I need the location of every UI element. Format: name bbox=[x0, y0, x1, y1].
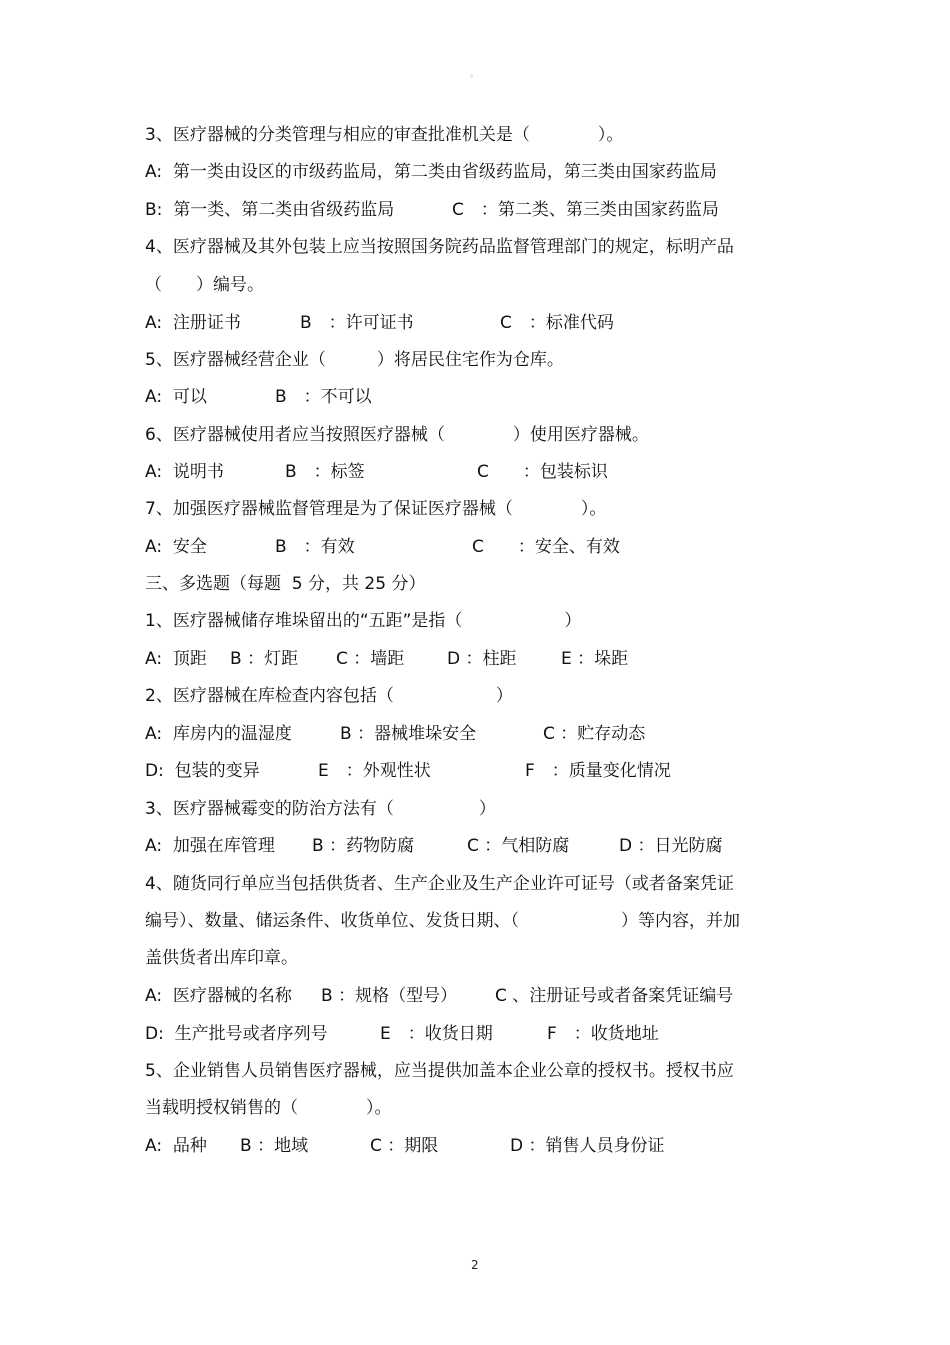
multi-4-option-c: C 、注册证号或者备案凭证编号 bbox=[495, 986, 734, 1006]
multi-1-option-a: A: 顶距 bbox=[145, 649, 207, 669]
question-3-options-bc bbox=[145, 197, 719, 223]
multi-1-option-b: B ：灯距 bbox=[230, 649, 299, 669]
multi-4-option-a: A: 医疗器械的名称 bbox=[145, 986, 292, 1006]
multi-question-4-line-1: 4、随货同行单应当包括供货者、生产企业及生产企业许可证号（或者备案凭证 bbox=[145, 874, 734, 894]
page-number: 2 bbox=[471, 1258, 479, 1272]
multi-question-4-line-3: 盖供货者出库印章。 bbox=[145, 948, 298, 968]
question-6-option-b: B ：标签 bbox=[285, 462, 365, 482]
question-7-option-b: B ：有效 bbox=[275, 537, 355, 557]
multi-5-option-c: C ：期限 bbox=[370, 1136, 439, 1156]
question-3-option-b: B: 第一类、第二类由省级药监局 bbox=[145, 200, 395, 220]
question-5: 5、医疗器械经营企业（ ）将居民住宅作为仓库。 bbox=[145, 350, 564, 370]
multi-4-option-e: E ：收货日期 bbox=[380, 1024, 493, 1044]
question-4-option-a: A: 注册证书 bbox=[145, 313, 241, 333]
question-4-options bbox=[145, 310, 614, 336]
multi-question-5-line-1: 5、企业销售人员销售医疗器械，应当提供加盖本企业公章的授权书。授权书应 bbox=[145, 1061, 734, 1081]
header-mark: 。 bbox=[470, 69, 480, 79]
multi-4-option-b: B ：规格（型号） bbox=[321, 986, 458, 1006]
multi-question-3-options bbox=[145, 833, 723, 859]
multi-3-option-d: D ：日光防腐 bbox=[619, 836, 723, 856]
multi-question-4-line-2: 编号）、数量、储运条件、收货单位、发货日期、（ ）等内容，并加 bbox=[145, 911, 740, 931]
multi-4-option-d: D: 生产批号或者序列号 bbox=[145, 1024, 328, 1044]
multi-question-2-options-abc bbox=[145, 721, 646, 747]
question-3-option-a: A: 第一类由设区的市级药监局，第二类由省级药监局，第三类由国家药监局 bbox=[145, 162, 717, 182]
multi-3-option-a: A: 加强在库管理 bbox=[145, 836, 275, 856]
multi-1-option-c: C ：墙距 bbox=[336, 649, 405, 669]
question-5-options bbox=[145, 384, 372, 410]
question-6-option-a: A: 说明书 bbox=[145, 462, 224, 482]
multi-5-option-d: D ：销售人员身份证 bbox=[510, 1136, 665, 1156]
multi-3-option-b: B ：药物防腐 bbox=[312, 836, 415, 856]
multi-2-option-a: A: 库房内的温湿度 bbox=[145, 724, 292, 744]
multi-2-option-b: B ：器械堆垛安全 bbox=[340, 724, 477, 744]
multi-question-2-options-def bbox=[145, 758, 671, 784]
question-7-options bbox=[145, 534, 620, 560]
question-4-line-1: 4、医疗器械及其外包装上应当按照国务院药品监督管理部门的规定，标明产品 bbox=[145, 237, 734, 257]
multi-1-option-d: D ：柱距 bbox=[447, 649, 517, 669]
section-heading-multiple-choice: 三、多选题（每题 5 分，共 25 分） bbox=[145, 574, 426, 594]
multi-1-option-e: E ：垛距 bbox=[561, 649, 629, 669]
multi-question-4-options-def bbox=[145, 1021, 659, 1047]
question-7-option-a: A: 安全 bbox=[145, 537, 207, 557]
question-3: 3、医疗器械的分类管理与相应的审查批准机关是（ ）。 bbox=[145, 125, 624, 145]
question-4-option-b: B ：许可证书 bbox=[300, 313, 414, 333]
multi-question-1-options bbox=[145, 646, 629, 672]
question-5-option-b: B ：不可以 bbox=[275, 387, 372, 407]
multi-question-1: 1、医疗器械储存堆垛留出的“五距”是指（ ） bbox=[145, 611, 582, 631]
multi-question-5-options bbox=[145, 1133, 665, 1159]
multi-3-option-c: C ：气相防腐 bbox=[467, 836, 570, 856]
question-7: 7、加强医疗器械监督管理是为了保证医疗器械（ ）。 bbox=[145, 499, 607, 519]
multi-2-option-f: F ：质量变化情况 bbox=[525, 761, 671, 781]
multi-5-option-a: A: 品种 bbox=[145, 1136, 207, 1156]
multi-question-5-line-2: 当载明授权销售的（ ）。 bbox=[145, 1098, 392, 1118]
multi-2-option-e: E ：外观性状 bbox=[318, 761, 431, 781]
question-6: 6、医疗器械使用者应当按照医疗器械（ ）使用医疗器械。 bbox=[145, 425, 649, 445]
multi-5-option-b: B ：地域 bbox=[240, 1136, 309, 1156]
multi-question-3: 3、医疗器械霉变的防治方法有（ ） bbox=[145, 799, 496, 819]
question-6-options bbox=[145, 459, 608, 485]
multi-2-option-c: C ：贮存动态 bbox=[543, 724, 646, 744]
multi-question-4-options-abc bbox=[145, 983, 734, 1009]
multi-question-2: 2、医疗器械在库检查内容包括（ ） bbox=[145, 686, 513, 706]
question-4-option-c: C ：标准代码 bbox=[500, 313, 614, 333]
question-5-option-a: A: 可以 bbox=[145, 387, 207, 407]
question-3-option-c: C ：第二类、第三类由国家药监局 bbox=[452, 200, 719, 220]
multi-4-option-f: F ：收货地址 bbox=[547, 1024, 659, 1044]
question-4-line-2: （ ）编号。 bbox=[145, 275, 264, 295]
multi-2-option-d: D: 包装的变异 bbox=[145, 761, 260, 781]
question-7-option-c: C ：安全、有效 bbox=[472, 537, 620, 557]
question-6-option-c: C ：包装标识 bbox=[477, 462, 608, 482]
